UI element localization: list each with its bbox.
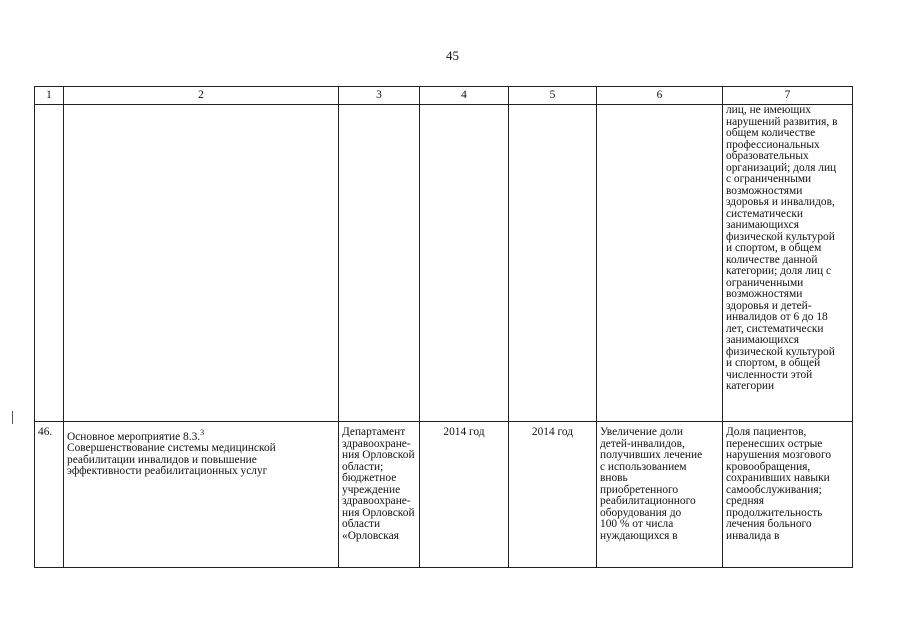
page-number: 45: [446, 48, 459, 63]
column-header-6: 6: [597, 87, 723, 105]
column-header-1: 1: [35, 87, 64, 105]
column-header-4: 4: [420, 87, 509, 105]
column-header-2: 2: [64, 87, 339, 105]
footnote-marker: 3: [200, 428, 205, 437]
program-activities-table: [34, 86, 853, 568]
empty-cell: [420, 105, 509, 422]
table-row: [35, 422, 853, 568]
column-number-row: [35, 87, 853, 105]
column-header-5: 5: [509, 87, 597, 105]
expected-result-cell: Увеличение доли детей-инвалидов, получивших лечение с использованием вновь приобретенного реабилитационного оборудования до 100 % от числа нуждающихся в: [597, 422, 723, 568]
empty-cell: [35, 105, 64, 422]
executor-cell: Департамент здравоохране- ния Орловской области; бюджетное учреждение здравоохране- ния Орловской области «Орловская: [339, 422, 420, 568]
empty-cell: [64, 105, 339, 422]
scan-margin-mark: [12, 411, 13, 424]
end-year-cell: 2014 год: [509, 422, 597, 568]
activity-description: Совершенствование системы медицинской реабилитации инвалидов и повышение эффективности реабилитационных услуг: [67, 442, 276, 478]
indicators-continuation-cell: лиц, не имеющих нарушений развития, в общем количестве профессиональных образовательных организаций; доля лиц с ограниченными возможностями здоровья и инвалидов, систематически занимающихся физической культурой и спортом, в общем количестве данной категории; доля лиц с ограниченными возможностями здоровья и детей- инвалидов от 6 до 18 лет, систематически занимающихся физической культурой и спортом, в общей численности этой категории: [723, 105, 853, 422]
indicators-cell: Доля пациентов, перенесших острые нарушения мозгового кровообращения, сохранивших навыки самообслуживания; средняя продолжительность лечения больного инвалида в: [723, 422, 853, 568]
row-number-cell: 46.: [35, 422, 64, 568]
empty-cell: [597, 105, 723, 422]
activity-title: [67, 427, 335, 443]
start-year-cell: 2014 год: [420, 422, 509, 568]
activity-cell: [64, 422, 339, 568]
column-header-7: 7: [723, 87, 853, 105]
empty-cell: [339, 105, 420, 422]
empty-cell: [509, 105, 597, 422]
column-header-3: 3: [339, 87, 420, 105]
activity-title-text: Основное мероприятие 8.3.: [67, 430, 201, 443]
continuation-row: [35, 105, 853, 422]
